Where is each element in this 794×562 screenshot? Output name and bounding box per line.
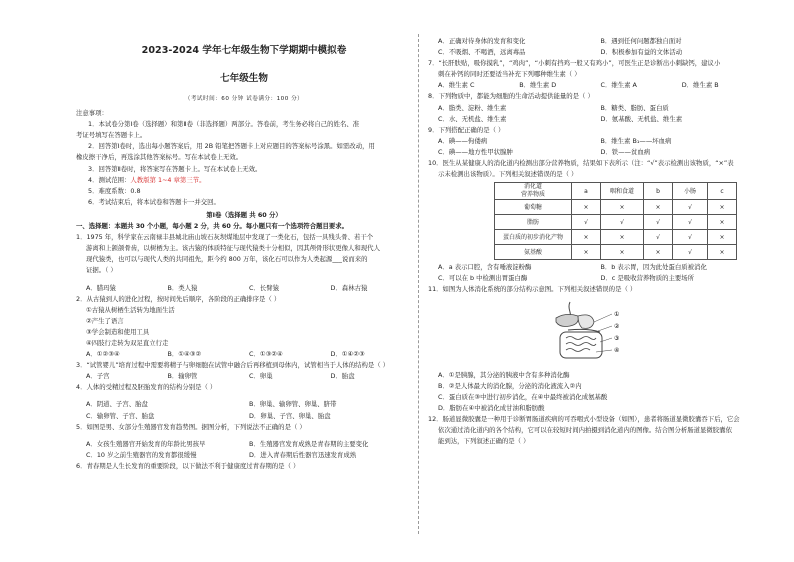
note-2: 2．回答第Ⅰ卷时，选出每小题答案后，用 2B 铅笔把答题卡上对应题目的答案标号涂黑。如需改动，用 — [88, 142, 375, 151]
label-line-2 — [598, 326, 612, 331]
q8-option-a[interactable]: A．脂类、淀粉、维生素 — [438, 103, 507, 112]
table-col-c: c — [708, 183, 737, 200]
diagram-label-3: ③ — [614, 334, 620, 342]
q2-item-1: ①古猿从树栖生活转为地面生活 — [86, 305, 175, 314]
q6-option-b[interactable]: B．遇到任何问题都独自面对 — [600, 37, 682, 45]
q3-stem: 3．“试管婴儿”培育过程中需要将精子与卵细胞在试管中融合后再移植到母体内，试管相当于人体的结构是（ ） — [76, 361, 390, 370]
q1-line-4: 证据。（ ） — [86, 266, 117, 275]
q4-options-row-1 — [76, 399, 412, 410]
diagram-label-1: ① — [614, 310, 620, 318]
table-cell: √ — [673, 245, 708, 260]
q4-option-a[interactable]: A．阴道、子宫、胎盘 — [86, 400, 148, 409]
q1-option-c[interactable]: C．长臂猿 — [249, 283, 280, 292]
q10-line-2: 示未检测出该物质）。下列相关叙述错误的是（ ） — [438, 170, 578, 179]
q3-option-a[interactable]: A．子宫 — [86, 372, 110, 381]
q10-option-b[interactable]: B．b 表示胃，因为此处蛋白质被消化 — [600, 263, 707, 272]
q7-line-2: 刺在补钙的同时还要适当补充下列哪种维生素（ ） — [438, 70, 581, 79]
q1-line-2: 游离和上颌颌骨齿，以树栖为主。该古猿的体质特征与现代猿类十分相似，因其颅骨形状更像人和现代人 — [86, 244, 380, 253]
q3-option-c[interactable]: C．卵巢 — [249, 372, 273, 381]
table-row — [495, 245, 737, 260]
notes-block — [76, 108, 412, 208]
digestive-system-diagram — [548, 298, 628, 364]
q9-option-c[interactable]: C．碘——地方性甲状腺肿 — [438, 147, 513, 156]
note-4-label: 4．测试范围： — [88, 175, 131, 184]
q9-options-row-1 — [428, 136, 763, 147]
q12-line-2: 依次通过消化道内的各个结构，它可以在较短时间内拍摄到消化道内的图像。结合图分析肠道显微胶囊依 — [438, 426, 732, 435]
q6-option-c[interactable]: C．不吸烟、不喝酒，远离毒品 — [438, 48, 526, 57]
table-cell: √ — [601, 215, 644, 230]
table-cell: × — [708, 215, 737, 230]
q9-option-b[interactable]: B．维生素 B₁——坏血病 — [600, 136, 672, 145]
q8-option-d[interactable]: D．氨基酸、无机盐、维生素 — [600, 114, 683, 123]
q2-item-4: ④四肢行走转为双足直立行走 — [86, 338, 169, 347]
table-header-nutrient: 营养物质 — [520, 191, 545, 199]
table-cell: × — [601, 230, 644, 245]
label-line-1 — [594, 314, 612, 322]
q6-stem: 6．青春期是人生长发育的重要阶段，以下做法不利于健康度过青春期的是（ ） — [76, 461, 300, 470]
q8-option-c[interactable]: C．水、无机盐、维生素 — [438, 114, 507, 123]
table-row — [495, 230, 737, 245]
label-line-4 — [596, 350, 612, 352]
q7-options — [428, 80, 763, 91]
q6-option-a[interactable]: A．正确对待身体的发育和变化 — [438, 37, 526, 45]
q11-option-a[interactable]: A．①是胰腺，其分泌的胰液中含有多种消化酶 — [438, 370, 570, 379]
question-2 — [76, 294, 412, 361]
table-row-label: 葡萄糖 — [495, 200, 572, 215]
q11-option-b[interactable]: B．②是人体最大的消化腺，分泌的消化液流入②内 — [438, 381, 582, 390]
q3-option-b[interactable]: B．输卵管 — [167, 372, 198, 381]
left-column — [76, 36, 412, 472]
exam-title: 2023-2024 学年七年级生物下学期期中模拟卷 — [141, 45, 347, 56]
q1-line-1: 1．1975 年，科学家在云南禄丰县城北庙山坡石灰坝煤地层中发现了一类化石，包括一具残头骨、若干个 — [76, 233, 374, 242]
q4-option-b[interactable]: B．卵巢、输卵管、卵巢、脐带 — [249, 400, 337, 409]
notes-heading: 注意事项： — [76, 109, 108, 118]
diagram-label-4: ④ — [614, 346, 620, 354]
q9-stem: 9．下列搭配正确的是（ ） — [428, 125, 505, 134]
q6-option-d[interactable]: D．积极参加有益的文体活动 — [600, 48, 683, 57]
q10-options-row-2 — [428, 273, 763, 284]
q10-option-d[interactable]: D．c 是吸收营养物质的主要场所 — [600, 274, 695, 283]
table-cell: √ — [644, 215, 673, 230]
q4-option-d[interactable]: D．卵巢、子宫、卵巢、胎盘 — [249, 411, 331, 420]
q5-options-row-1 — [76, 439, 412, 450]
q8-options-row-1 — [428, 103, 763, 114]
section-1-intro: 一、选择题：本题共 30 个小题，每小题 2 分，共 60 分。每小题只有一个选项符合题目要求。 — [76, 222, 349, 231]
note-2b: 橡皮擦干净后，再选涂其他答案标号。写在本试卷上无效。 — [76, 153, 243, 162]
table-cell: × — [708, 230, 737, 245]
table-cell: √ — [572, 215, 601, 230]
q1-options — [76, 283, 412, 294]
q2-option-b[interactable]: B．①④③② — [167, 350, 202, 359]
question-4 — [76, 382, 412, 421]
q10-line-1: 10．医生从某健康人的消化道内检测出部分营养物质，结果如下表所示（注：“√”表示检测出该物质，“×”表 — [428, 159, 734, 168]
table-row — [495, 183, 737, 200]
q9-option-a[interactable]: A．碘——佝偻病 — [438, 136, 488, 145]
table-cell: √ — [673, 230, 708, 245]
q3-options — [76, 371, 412, 382]
q10-table — [494, 182, 737, 260]
table-cell: √ — [673, 215, 708, 230]
q7-option-a[interactable]: A．维生素 C — [438, 81, 475, 90]
q5-option-c[interactable]: C．10 岁之前生殖器官的发育都很缓慢 — [86, 450, 197, 459]
q10-option-a[interactable]: A．a 表示口腔，含有唾液淀粉酶 — [438, 263, 532, 272]
note-3: 3．回答第Ⅱ卷时，将答案写在答题卡上。写在本试卷上无效。 — [88, 164, 262, 173]
q11-option-d[interactable]: D．脂肪在④中被消化成甘油和脂肪酸 — [438, 403, 545, 412]
q11-stem: 11．如图为人体消化系统的部分结构示意图。下列相关叙述错误的是（ ） — [428, 285, 637, 294]
q2-item-2: ②产生了语言 — [86, 316, 124, 325]
q4-option-c[interactable]: C．输卵管、子宫、胎盘 — [86, 411, 155, 420]
table-cell: × — [572, 200, 601, 215]
column-divider — [418, 34, 419, 534]
q3-option-d[interactable]: D．胎盘 — [330, 372, 355, 381]
q6-options-row-2 — [428, 47, 763, 58]
table-cell: × — [572, 230, 601, 245]
q1-option-b[interactable]: B．类人猿 — [167, 283, 198, 292]
q12-line-3: 能到达，下列叙述正确的是（ ） — [438, 437, 530, 446]
table-cell: × — [708, 200, 737, 215]
q2-option-a[interactable]: A．①②③④ — [86, 350, 120, 359]
table-cell: × — [601, 245, 644, 260]
table-row-label: 脂肪 — [495, 215, 572, 230]
q8-options-row-2 — [428, 114, 763, 125]
q9-option-d[interactable]: D．铁——贫血病 — [600, 147, 651, 156]
table-cell: × — [572, 245, 601, 260]
q7-line-1: 7．“长肝肤贴，吸你摸乳”，“鸡肉”，“小刺有挡鸡一般又有鸡小”，可医生正是诊断出小刺缺钙，建议小 — [428, 59, 721, 68]
q7-option-c[interactable]: C．维生素 A — [600, 81, 637, 90]
q1-option-a[interactable]: A．腊玛猿 — [86, 283, 116, 292]
q5-option-a[interactable]: A．女孩生殖器官开始发育的年龄比男孩早 — [86, 439, 206, 448]
q2-option-d[interactable]: D．①④②③ — [330, 350, 365, 359]
table-cell: × — [601, 200, 644, 215]
q2-option-c[interactable]: C．①③②④ — [249, 350, 283, 359]
table-row — [495, 200, 737, 215]
table-cell: √ — [644, 230, 673, 245]
q6-options-row-1 — [428, 36, 763, 47]
q12-line-1: 12．肠道显微胶囊是一种用于诊断胃肠道疾病的可吞咽式小型设备（如图），患者将肠道显微胶囊吞下后，它会 — [428, 414, 740, 423]
q4-stem: 4．人体的受精过程及胚胎发育的结构分别是（ ） — [76, 383, 217, 392]
q7-option-d[interactable]: D．维生素 B — [681, 81, 719, 90]
table-cell: × — [644, 200, 673, 215]
question-1 — [76, 232, 412, 293]
question-5 — [76, 422, 412, 461]
q1-line-3: 现代猿类，也可以与现代人类的共同祖先，距今约 800 万年，该化石可以作为人类起源___说而来的 — [86, 255, 368, 264]
section-1-heading: 第Ⅰ卷（选择题 共 60 分） — [206, 210, 282, 219]
q2-item-3: ③学会制造和使用工具 — [86, 327, 150, 336]
q7-option-b[interactable]: B．维生素 D — [519, 81, 557, 90]
exam-subtitle: 七年级生物 — [220, 73, 268, 84]
table-header-cell — [495, 183, 572, 200]
note-1b: 考证号填写在答题卡上。 — [76, 131, 147, 140]
table-row — [495, 215, 737, 230]
q10-options-row-1 — [428, 262, 763, 273]
question-3 — [76, 360, 412, 382]
table-cell: × — [708, 245, 737, 260]
table-cell: × — [644, 245, 673, 260]
q5-options-row-2 — [76, 450, 412, 461]
q5-option-d[interactable]: D．进入青春期后性器官迅速发育成熟 — [249, 450, 357, 459]
note-4-scope: 人教版第 1~4 章第三节。 — [130, 175, 206, 184]
q2-stem: 2．从古猿到人的进化过程，按时间先后顺序，各阶段的正确排序是（ ） — [76, 294, 281, 303]
table-row-label: 氨基酸 — [495, 245, 572, 260]
q10-option-c[interactable]: C．可以在 b 中检测出胃蛋白酶 — [438, 274, 528, 283]
q2-options — [76, 349, 412, 360]
note-1: 1．本试卷分第Ⅰ卷（选择题）和第Ⅱ卷（非选择题）两部分。答卷前，考生务必将自己的姓名、准 — [88, 120, 360, 129]
stomach-shape — [578, 314, 594, 328]
q8-option-b[interactable]: B．糖类、脂肪、蛋白质 — [600, 103, 669, 112]
table-col-b: b — [644, 183, 673, 200]
note-5: 5．难度系数：0.8 — [88, 186, 141, 195]
table-cell: √ — [673, 200, 708, 215]
right-column — [428, 36, 763, 447]
q4-options-row-2 — [76, 411, 412, 422]
liver-shape — [556, 314, 578, 326]
exam-info: （考试时间：60 分钟 试卷满分：100 分） — [184, 96, 304, 102]
q11-option-c[interactable]: C．蛋白质在③中进行初步消化，在④中最终被消化成氨基酸 — [438, 392, 608, 401]
q8-stem: 8．下列物质中，都能为细胞的生命活动提供能量的是（ ） — [428, 92, 594, 101]
note-6: 6．考试结束后，将本试卷和答题卡一并交回。 — [88, 197, 220, 206]
q1-option-d[interactable]: D．森林古猿 — [330, 283, 368, 292]
table-col-esophagus: 咽和食道 — [601, 183, 644, 200]
table-col-small-intestine: 小肠 — [673, 183, 708, 200]
diagram-label-2: ② — [614, 322, 620, 330]
note-4 — [76, 175, 412, 186]
small-intestine-shape — [566, 336, 596, 351]
q5-option-b[interactable]: B．生殖器官发育成熟是青春期的主要变化 — [249, 439, 369, 448]
q5-stem: 5．如图是男、女部分生殖器官发育趋势图。据图分析，下列说法不正确的是（ ） — [76, 422, 306, 431]
table-header-tract: 消化道 — [523, 183, 542, 191]
table-col-a: a — [572, 183, 601, 200]
table-row-label: 蛋白质的初步消化产物 — [495, 230, 572, 245]
q9-options-row-2 — [428, 147, 763, 158]
